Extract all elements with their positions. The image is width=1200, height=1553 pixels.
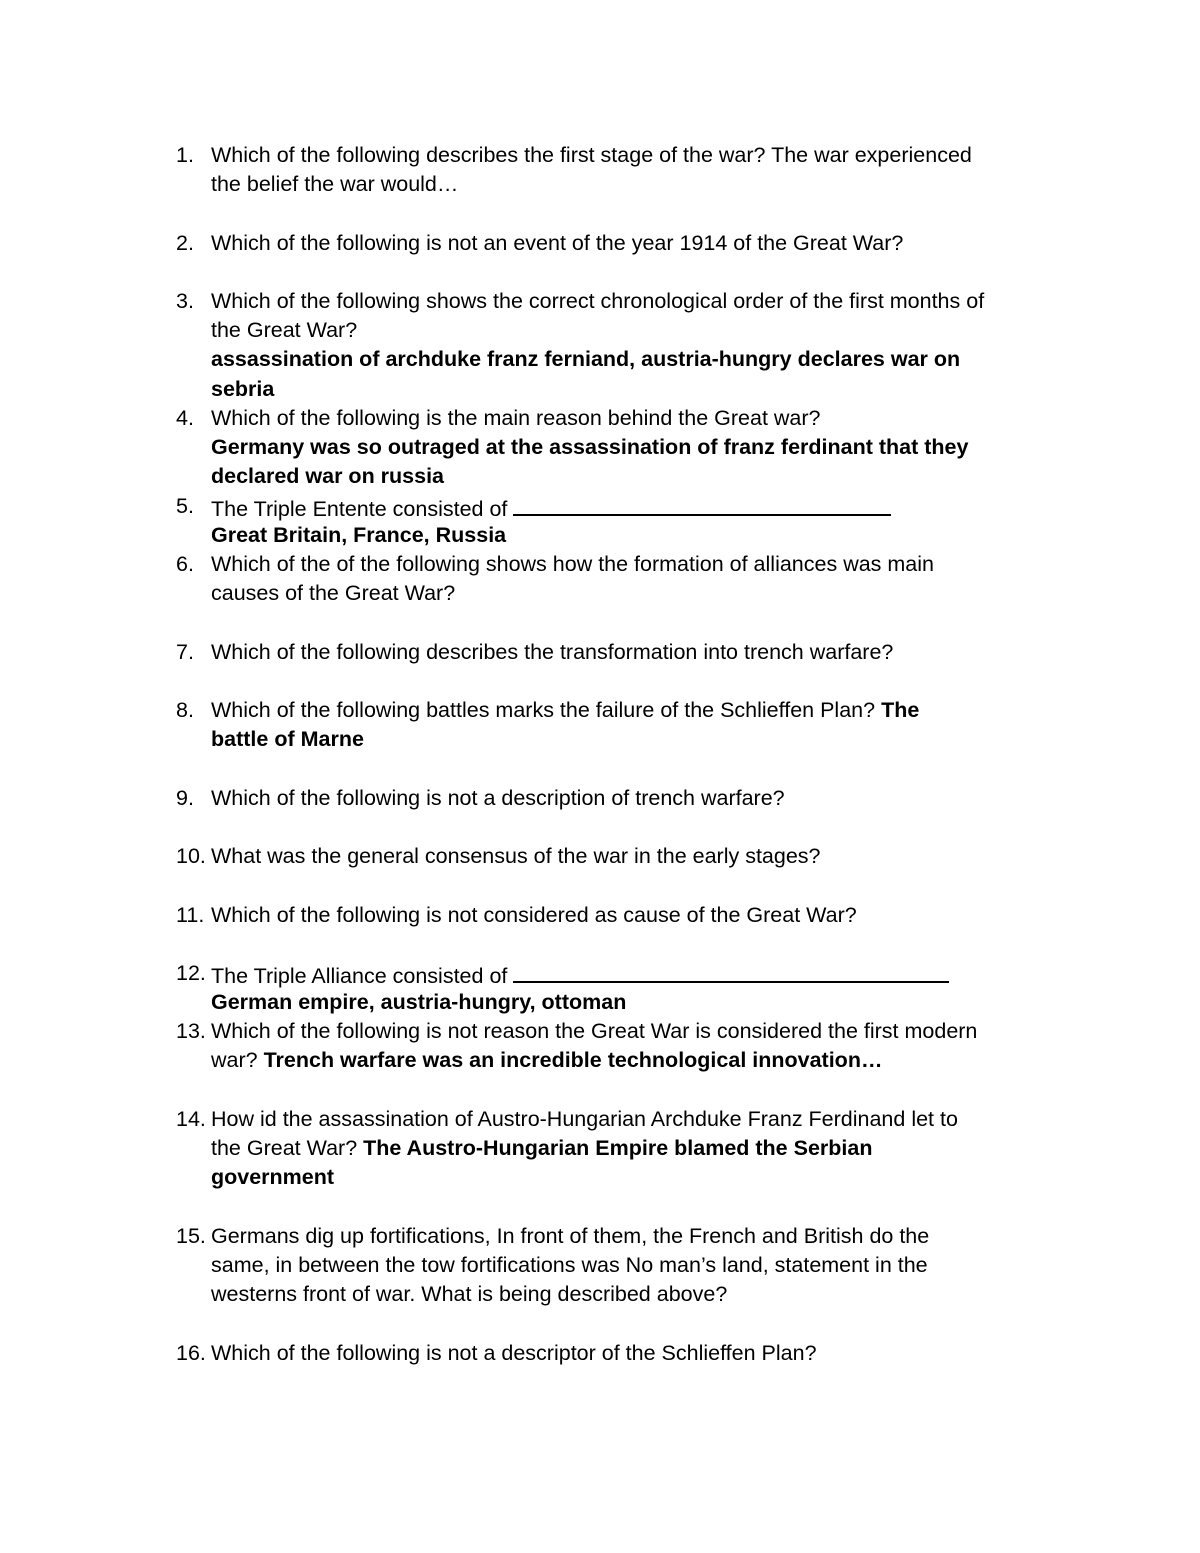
question-number: 2.	[176, 231, 194, 255]
question-body	[211, 404, 1076, 492]
question-line	[211, 842, 1076, 871]
question-number: 4.	[176, 406, 194, 430]
question-text: How id the assassination of Austro-Hungarian Archduke Franz Ferdinand let to	[211, 1107, 958, 1131]
question-number: 11.	[176, 903, 205, 927]
answer-text: assassination of archduke franz ferniand, austria-hungry declares war on	[211, 347, 961, 372]
question-number: 9.	[176, 786, 194, 810]
answer-text: sebria	[211, 376, 275, 401]
question-line	[211, 638, 1076, 667]
question-text: war?	[211, 1048, 264, 1073]
question-text: What was the general consensus of the war in the early stages?	[211, 844, 821, 868]
question-line	[211, 433, 1076, 462]
answer-text: The Austro-Hungarian Empire blamed the Serbian	[363, 1136, 873, 1161]
answer-text: declared war on russia	[211, 464, 445, 489]
answer-text: Trench warfare was an incredible technological innovation…	[263, 1048, 883, 1073]
question-number: 7.	[176, 640, 194, 664]
question-line	[211, 1105, 1076, 1134]
answer-text: German empire, austria-hungry, ottoman	[211, 990, 627, 1015]
question-line	[211, 696, 1076, 725]
question-line	[211, 784, 1076, 813]
question-line	[211, 901, 1076, 930]
question-text: Which of the following describes the transformation into trench warfare?	[211, 640, 894, 664]
question-text: the belief the war would…	[211, 172, 459, 197]
question-line	[211, 404, 1076, 433]
answer-text: Great Britain, France, Russia	[211, 523, 507, 548]
question-text: same, in between the tow fortifications was No man’s land, statement in the	[211, 1253, 928, 1278]
question-body	[211, 638, 1076, 667]
question-number: 6.	[176, 552, 194, 576]
question-text: Which of the following is not a description of trench warfare?	[211, 786, 785, 810]
question-body	[211, 1222, 1076, 1310]
question-body	[211, 842, 1076, 871]
question-number: 10.	[176, 844, 206, 868]
question-line	[211, 229, 1076, 258]
answer-text: battle of Marne	[211, 727, 364, 752]
question-text: Which of the following is not reason the Great War is considered the first modern	[211, 1019, 978, 1043]
question-body	[211, 696, 1076, 754]
question-line	[211, 1280, 1076, 1309]
question-line	[211, 1017, 1076, 1046]
question-line	[211, 1251, 1076, 1280]
question-text: Which of the following describes the first stage of the war? The war experienced	[211, 143, 972, 167]
question-body	[211, 141, 1076, 199]
question-line	[211, 141, 1076, 170]
question-number: 12.	[176, 961, 206, 985]
question-line	[211, 1046, 1076, 1075]
question-number: 14.	[176, 1107, 206, 1131]
question-text: Which of the of the following shows how the formation of alliances was main	[211, 552, 935, 576]
question-line	[211, 579, 1076, 608]
question-line	[211, 988, 1076, 1017]
question-body	[211, 1105, 1076, 1193]
question-line	[211, 725, 1076, 754]
question-line	[211, 521, 1076, 550]
question-body	[211, 229, 1076, 258]
question-body	[211, 1339, 1076, 1368]
question-text: The Triple Entente consisted of	[211, 497, 514, 521]
question-body	[211, 287, 1076, 404]
question-text: the Great War?	[211, 1136, 364, 1161]
question-line	[211, 170, 1076, 199]
question-body	[211, 492, 1076, 550]
question-number: 1.	[176, 143, 194, 167]
question-number: 5.	[176, 494, 194, 518]
question-line	[211, 550, 1076, 579]
question-text: Germans dig up fortifications, In front of them, the French and British do the	[211, 1224, 930, 1248]
question-text: Which of the following battles marks the failure of the Schlieffen Plan?	[211, 698, 882, 722]
question-text: the Great War?	[211, 318, 358, 343]
question-text: The Triple Alliance consisted of	[211, 964, 514, 988]
question-line	[211, 492, 1076, 521]
answer-text: Germany was so outraged at the assassination of franz ferdinant that they	[211, 435, 969, 460]
question-body	[211, 784, 1076, 813]
question-body	[211, 959, 1076, 1017]
question-line	[211, 345, 1076, 374]
question-text: Which of the following is not a descriptor of the Schlieffen Plan?	[211, 1341, 817, 1365]
question-line	[211, 375, 1076, 404]
question-line	[211, 1339, 1076, 1368]
question-body	[211, 1017, 1076, 1075]
question-text: westerns front of war. What is being described above?	[211, 1282, 728, 1307]
question-text: Which of the following shows the correct chronological order of the first months of	[211, 289, 985, 313]
question-number: 3.	[176, 289, 194, 313]
question-line	[211, 462, 1076, 491]
answer-blank-line	[513, 492, 891, 516]
question-text: Which of the following is not an event of the year 1914 of the Great War?	[211, 231, 904, 255]
question-line	[211, 287, 1076, 316]
question-line	[211, 1163, 1076, 1192]
question-text: Which of the following is not considered as cause of the Great War?	[211, 903, 857, 927]
answer-text: government	[211, 1165, 335, 1190]
question-number: 15.	[176, 1224, 206, 1248]
question-line	[211, 1134, 1076, 1163]
question-line	[211, 959, 1076, 988]
answer-text: The	[881, 698, 920, 722]
question-line	[211, 1222, 1076, 1251]
question-number: 13.	[176, 1019, 206, 1043]
answer-blank-line	[513, 959, 949, 983]
question-line	[211, 316, 1076, 345]
question-text: causes of the Great War?	[211, 581, 456, 606]
question-number: 16.	[176, 1341, 206, 1365]
question-body	[211, 901, 1076, 930]
question-number: 8.	[176, 698, 194, 722]
question-body	[211, 550, 1076, 608]
question-text: Which of the following is the main reason behind the Great war?	[211, 406, 821, 430]
